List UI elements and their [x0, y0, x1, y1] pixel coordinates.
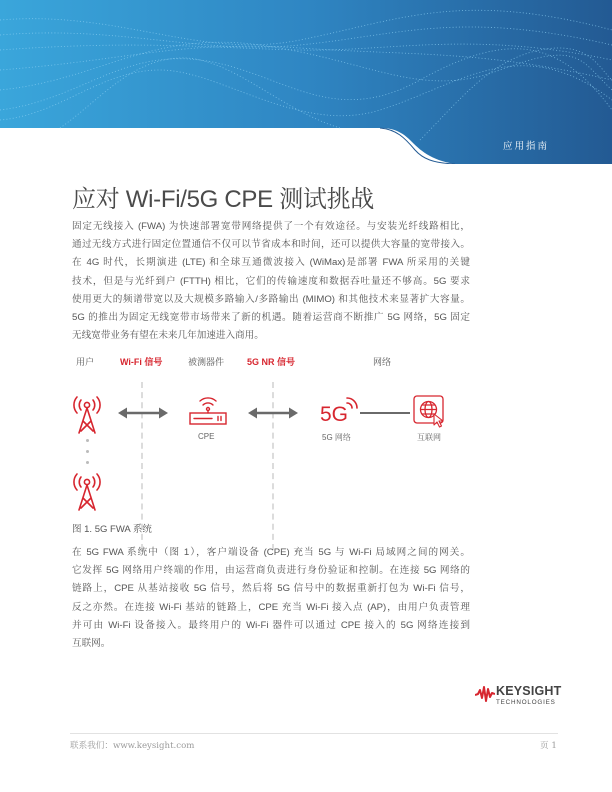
text-line: 通过无线方式进行固定位置通信不仅可以节省成本和时间，还可以提供大容量的宽带接入。 — [72, 239, 470, 251]
cpe-router-icon — [188, 395, 228, 427]
label-wifi-signal: Wi-Fi 信号 — [120, 357, 163, 367]
text-line: 在 5G FWA 系统中（图 1），客户端设备 (CPE) 充当 5G 与 Wi-Fi 局域网之间的网关。 — [72, 547, 470, 558]
text-line: 在 4G 时代，长期演进 (LTE) 和全球互通微波接入 (WiMax)是部署 FWA 所采用的关键 — [72, 257, 470, 269]
ellipsis-dot — [86, 450, 89, 453]
text-line: 互联网。 — [72, 638, 111, 650]
page-title: 应对 Wi-Fi/5G CPE 测试挑战 — [72, 186, 375, 214]
header-banner — [0, 0, 612, 164]
ellipsis-dot — [86, 461, 89, 464]
page-number: 页 1 — [540, 741, 557, 751]
internet-label: 互联网 — [417, 433, 441, 442]
connection-line — [360, 412, 410, 414]
text-line: 反之亦然。在连接 Wi-Fi 基站的链路上，CPE 充当 Wi-Fi 接入点 (AP)，由用户负责管理 — [72, 601, 470, 613]
signal-waves-icon — [344, 395, 360, 411]
text-line: 使用更大的频谱带宽以及大规模多路输入/多路输出 (MIMO) 和其他技术来显著扩大容量。 — [72, 293, 470, 305]
ellipsis-dot — [86, 439, 89, 442]
logo-name: KEYSIGHT — [496, 684, 562, 698]
body-paragraph — [72, 544, 470, 653]
text-line: 固定无线接入 (FWA) 为快速部署宽带网络提供了一个有效途径。与安装光纤线路相比， — [72, 221, 470, 232]
figure-caption: 图 1. 5G FWA 系统 — [72, 524, 152, 535]
banner-label: 应用指南 — [503, 141, 550, 152]
internet-globe-icon — [413, 395, 447, 429]
text-line: 链路上，CPE 从基站接收 5G 信号，然后将 5G 信号中的数据重新打包为 Wi-Fi 信号， — [72, 583, 470, 595]
5g-network-label: 5G 网络 — [322, 433, 351, 442]
bidirectional-arrow-icon — [248, 407, 298, 419]
label-network: 网络 — [373, 357, 392, 367]
label-5g-nr-signal: 5G NR 信号 — [247, 357, 296, 367]
label-user: 用户 — [76, 357, 95, 367]
fwa-system-diagram — [60, 355, 470, 525]
text-line: 技术，但是与光纤到户 (FTTH) 相比，它们的传输速度和数据吞吐量还不够高。5G 要求 — [72, 275, 470, 287]
text-line: 并可由 Wi-Fi 设备接入。最终用户的 Wi-Fi 器件可以通过 CPE 接入的 5G 网络连接到 — [72, 619, 470, 631]
cell-tower-icon — [73, 395, 101, 435]
text-line: 5G 的推出为固定无线宽带市场带来了新的机遇。随着运营商不断推广 5G 网络，5G 固定 — [72, 312, 470, 324]
keysight-wave-icon — [475, 686, 495, 702]
cpe-label: CPE — [198, 432, 215, 441]
footer-contact[interactable]: 联系我们：www.keysight.com — [70, 741, 195, 751]
intro-paragraph — [72, 218, 470, 345]
text-line: 无线宽带业务有望在未来几年加速进入商用。 — [72, 330, 264, 342]
logo-subtitle: TECHNOLOGIES — [496, 699, 556, 706]
text-line: 它发挥 5G 网络用户终端的作用，由运营商负责进行身份验证和控制。在连接 5G 网络的 — [72, 565, 470, 577]
5g-glyph: 5G — [320, 403, 349, 426]
5g-network-icon — [320, 395, 360, 427]
bidirectional-arrow-icon — [118, 407, 168, 419]
label-dut: 被测器件 — [188, 357, 225, 367]
cell-tower-icon — [73, 472, 101, 512]
footer-divider — [70, 733, 558, 734]
